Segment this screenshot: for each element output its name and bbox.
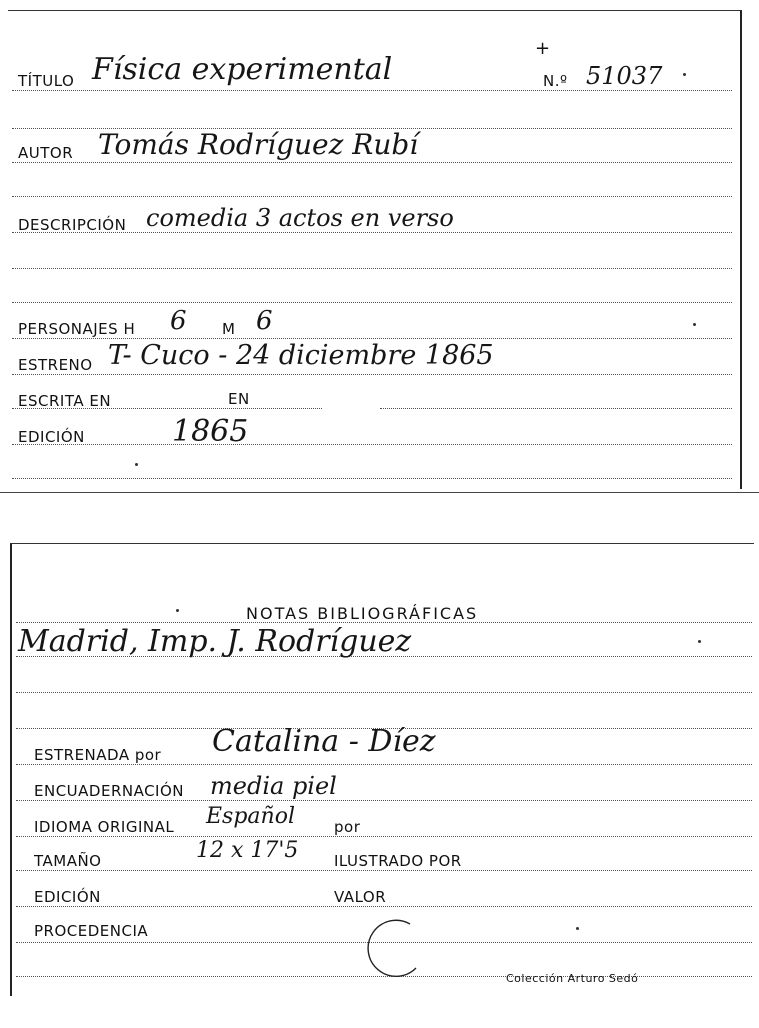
rule-line <box>12 478 732 479</box>
valor-label: VALOR <box>334 888 387 906</box>
numero-value: 51037 <box>586 62 663 90</box>
idioma-label: IDIOMA ORIGINAL <box>34 818 175 836</box>
idioma-value: Español <box>206 804 295 829</box>
ink-speck <box>176 609 179 612</box>
ink-speck <box>576 927 579 930</box>
autor-label: AUTOR <box>18 144 74 162</box>
ink-speck <box>698 640 701 643</box>
por-label: por <box>334 818 361 836</box>
estreno-label: ESTRENO <box>18 356 93 374</box>
rule-line <box>16 692 752 693</box>
rule-line <box>12 90 732 91</box>
notes-value: Madrid, Imp. J. Rodríguez <box>18 624 412 659</box>
en-label: EN <box>228 390 250 408</box>
personajes-h-value: 6 <box>170 306 187 336</box>
rule-line <box>16 764 752 765</box>
rule-line <box>12 268 732 269</box>
stamp-circle-mark <box>358 914 428 978</box>
estrenada-value: Catalina - Díez <box>212 724 436 759</box>
encuadernacion-label: ENCUADERNACIÓN <box>34 782 185 800</box>
cross-mark: + <box>535 38 551 59</box>
rule-line <box>12 302 732 303</box>
notas-heading: NOTAS BIBLIOGRÁFICAS <box>246 604 479 623</box>
edicion-back-label: EDICIÓN <box>34 888 101 906</box>
rule-line <box>12 374 732 375</box>
ink-speck <box>135 463 138 466</box>
rule-line <box>16 870 752 871</box>
tamano-value: 12 x 17'5 <box>196 838 299 863</box>
edicion-label: EDICIÓN <box>18 428 85 446</box>
tamano-label: TAMAÑO <box>34 852 102 870</box>
descripcion-label: DESCRIPCIÓN <box>18 216 127 234</box>
numero-label: N.º <box>543 72 568 90</box>
titulo-label: TÍTULO <box>18 72 75 90</box>
rule-line <box>12 196 732 197</box>
rule-line <box>12 338 732 339</box>
rule-line <box>12 444 732 445</box>
procedencia-label: PROCEDENCIA <box>34 922 149 940</box>
personajes-m-value: 6 <box>256 306 273 336</box>
escrita-label: ESCRITA EN <box>18 392 112 410</box>
coleccion-stamp: Colección Arturo Sedó <box>506 972 639 985</box>
rule-line <box>16 836 752 837</box>
personajes-label: PERSONAJES H <box>18 320 136 338</box>
encuadernacion-value: media piel <box>210 772 337 800</box>
autor-value: Tomás Rodríguez Rubí <box>98 128 419 161</box>
descripcion-value: comedia 3 actos en verso <box>146 204 454 232</box>
personajes-m-label: M <box>222 320 236 338</box>
titulo-value: Física experimental <box>92 52 393 87</box>
rule-line <box>16 800 752 801</box>
card-separator <box>0 492 759 493</box>
edicion-value: 1865 <box>172 414 249 449</box>
ink-speck <box>693 323 696 326</box>
rule-line <box>380 408 732 409</box>
rule-line <box>12 162 732 163</box>
rule-line <box>16 906 752 907</box>
estrenada-label: ESTRENADA por <box>34 746 162 764</box>
estreno-value: T- Cuco - 24 diciembre 1865 <box>108 340 494 371</box>
ink-speck <box>683 73 686 76</box>
ilustrado-label: ILUSTRADO POR <box>334 852 462 870</box>
